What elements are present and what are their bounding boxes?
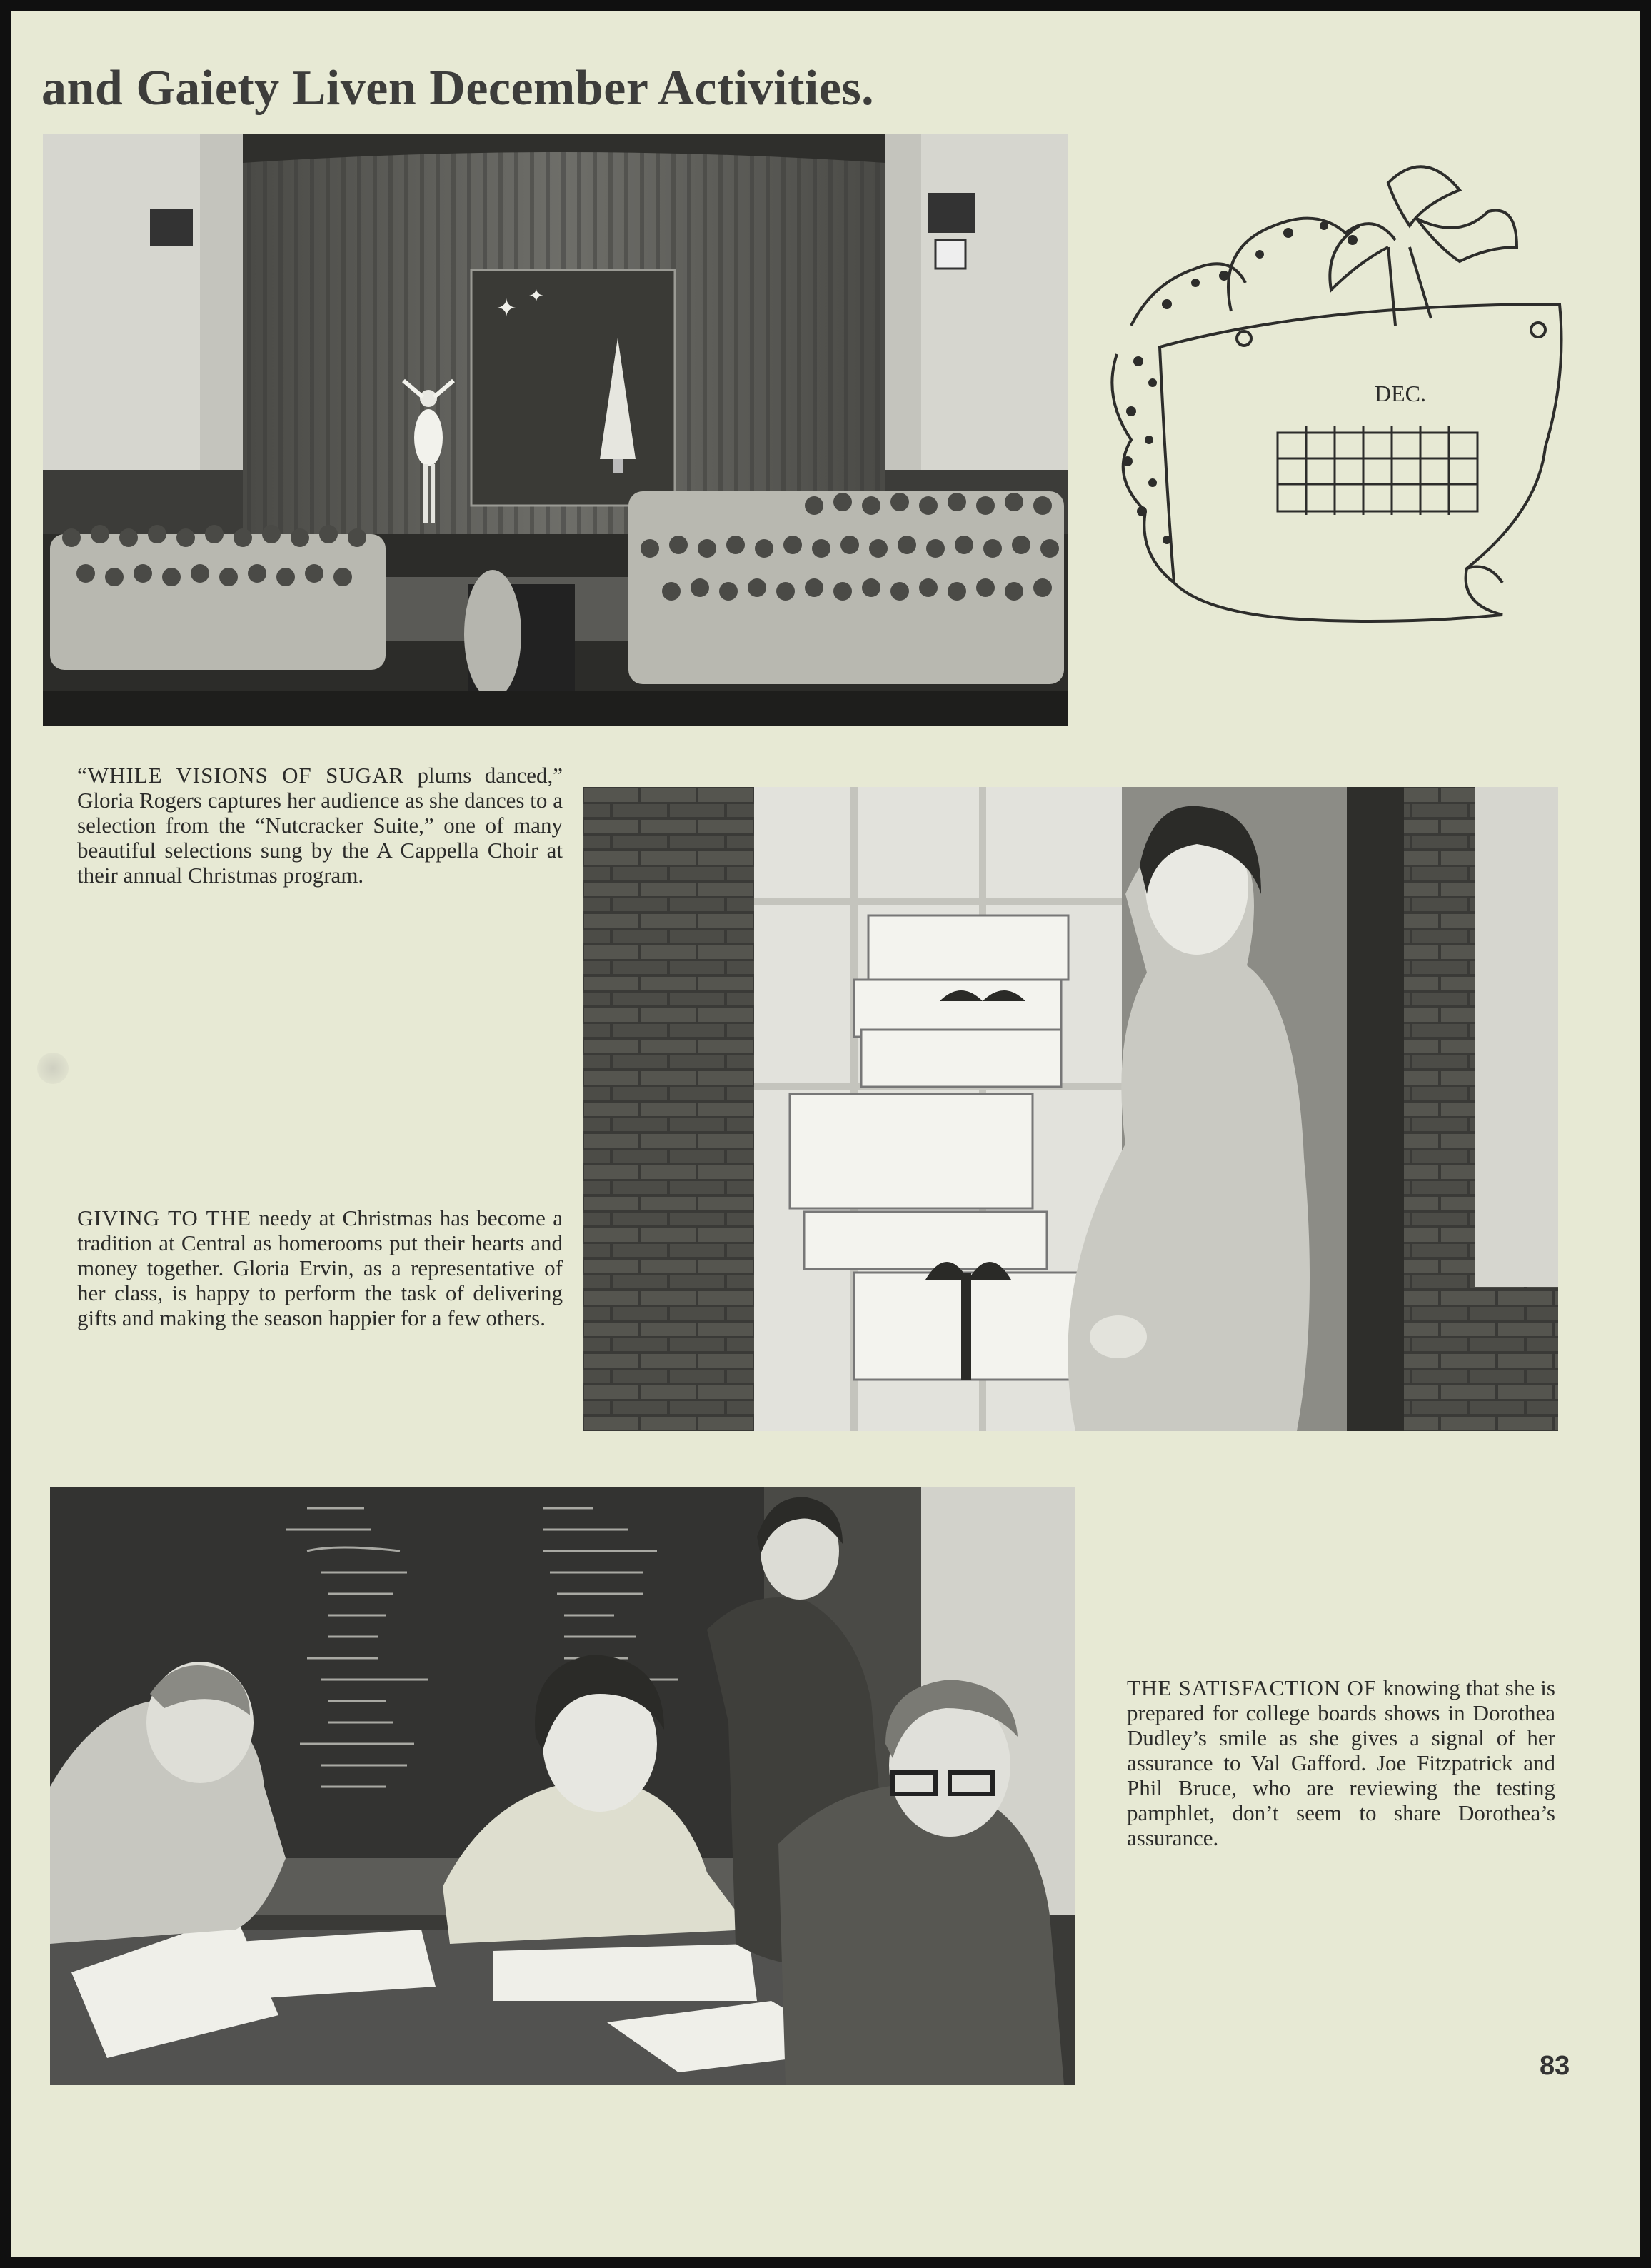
choir-photo: [43, 134, 1068, 726]
study-group-photo: [50, 1487, 1075, 2085]
gifts-caption-lead: GIVING TO THE: [77, 1205, 251, 1230]
choir-caption: [77, 763, 563, 888]
choir-caption-text: plums danced,” Gloria Rogers captures her audience as she dances to a selection from the “Nutcracker Suite,” one of many beautiful selections sung by the A Cappella Choir at their annual Christmas program.: [77, 763, 563, 888]
page-smudge: [37, 1053, 69, 1084]
choir-caption-lead: “WHILE VISIONS OF SUGAR: [77, 763, 405, 788]
study-caption-text: knowing that she is prepared for college boards shows in Dorothea Dudley’s smile as she gives a signal of her assurance to Val Gafford. Joe Fitzpatrick and Phil Bruce, who are reviewing the testing pamphlet, don’t seem to share Dorothea’s assurance.: [1127, 1675, 1555, 1850]
calendar-wreath-icon: [1088, 140, 1588, 626]
gifts-caption-text: needy at Christmas has become a tradition at Central as homerooms put their hearts and money together. Gloria Ervin, as a representative of her class, is happy to perform the task of delivering gifts and making the season happier for a few others.: [77, 1205, 563, 1330]
study-caption: [1127, 1675, 1555, 1850]
page-number: 83: [1540, 2051, 1570, 2081]
yearbook-page: [11, 11, 1640, 2257]
study-caption-lead: THE SATISFACTION OF: [1127, 1675, 1377, 1700]
calendar-month: DEC.: [1375, 381, 1426, 406]
svg-text:✦: ✦: [496, 294, 517, 323]
svg-text:✦: ✦: [528, 286, 544, 307]
gifts-caption: [77, 1205, 563, 1330]
page-headline: and Gaiety Liven December Activities.: [41, 61, 875, 116]
gift-giving-photo: [583, 787, 1558, 1431]
